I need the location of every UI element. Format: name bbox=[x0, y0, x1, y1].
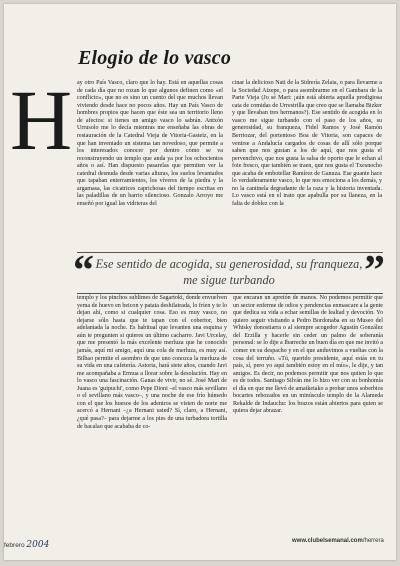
site-url[interactable]: www.clubelsemanal.com bbox=[292, 538, 363, 544]
article-column-1 bbox=[77, 80, 223, 254]
article-column-3 bbox=[77, 295, 227, 531]
paragraph: que encaran un apretón de manos. No podemos permitir que un sector enferme de odios y pendencias enmascare a la gente que dedica su vida a echar semillas de lealtad y devoción. Yo quiero seguir visitando a Pedro Bordonaba en su Museo del Whisky donostiarra o al siempre acogedor Agustín González del Erzilla y hacerle sin ceder un palmo de soberanía personal: se lo dije a Ibarreche un buen día en que me invitó a comer en su despacho y en el que anduvimos a vueltas con la cosa del terruño. «Tú, querido presidente, aquí estás en tu país, sí, pero yo aquí también estoy en el mío», le dije, y tan amigos. Es decir, no podemos permitir que nos quiten lo que es de todos. Santiago Silván me lo hizo ver con su bonhomía el día en que me llevó de amaiketako a probar unos soberbios bocartes rebozados en un minúsculo templo de la Alameda Rekalde de Indauchu: los brazos están abiertos para quien se quiera dejar abrazar. bbox=[233, 295, 383, 415]
open-quote-icon: “ bbox=[73, 248, 94, 294]
footer-url[interactable] bbox=[292, 538, 384, 544]
article-column-4 bbox=[233, 295, 383, 531]
handwritten-year: 2004 bbox=[26, 540, 50, 550]
paragraph: cinar la delicioso Nati de la Sidrería Zelaia, o para llevarme a la Sociedad Aizepe, o para asombrarme en el Gambara de la Parte Vieja (Jo sé Mari: ¡aún está abierta aquella prodigiosa cata de comidas de Urrestrilla que creo que se llamaba Bizker y que llevaban tres hermanos?). Ese sentido de acogida en lo vasco me sigue turbando con el paso de los años, su generosidad, su franqueza, Fidel Ramos y José Ramón Berriozar, del portentoso Boa de Vitoria, son capaces de venirse a Andalucía cargados de cosas de allí sólo porque saben que nos gustan a los de aquí, que nos gusta el pervenchivo, que nos gusta la salsa de oporto que le echan al foie fresco, que también se traen, que nos gusta el Txesnocho que acaba de embotellar Ramírez de Ganuza. Ese guante hace lo verdaderamente vasco, lo que nos emociona a los demás, y no la cantinela degradante de la raza y la historia inventada. Lo vasco está en el trato que apabulla por su llaneza, en la falta de doblez con la bbox=[232, 80, 382, 207]
article-title: Elogio de lo vasco bbox=[78, 47, 232, 69]
paragraph: templo y los pinchos sublimes de Sagartoki, donde envuelven yema de huevo en beicon y patata deshilatrada, lo fríen y te lo dejan ahí, como si cualquier cosa. Eso es muy vasco, no dejarse sólo hasta que te tapan con el cobertor, bien adelantada la noche. Es habitual que levanten una esquina y aún te pregunten si quieres un último cacharro. Javi Urcelay, que me presentó la más excelente merluza que he conocido jamás, aquí mi amigo, aquí una cola de merluza, es muy así. Bilbao permite el asombro de que uno conozca la merluza de su vida en una cafetería. Astoria, hará siete años, cuando Javi me acompañaba a Ermua a llorar sobre la desolación. Hay en lo vasco una fascinación. Ganas de vivir, no sé. José Mari de Juana es 'guipuchi', como Pepe Dioni –el vasco más sevillano o el sevillano más vasco–, y una noche de ese frío húmedo con el que los huesos de los adentros se visten de norte me acercó a Hernani –¿a Hernani usted? Sí, claro, a Hernani, ¿qué pasa?– para dejarme a los pies de una turbadora tortilla de bacalao que acababa de co- bbox=[77, 295, 227, 430]
pull-quote bbox=[73, 248, 385, 294]
printed-month: febrero bbox=[4, 542, 25, 549]
author-slug[interactable]: /herrera bbox=[362, 538, 384, 544]
drop-cap: H bbox=[10, 72, 73, 168]
article-column-2 bbox=[232, 80, 382, 254]
close-quote-icon: ” bbox=[364, 248, 385, 294]
footer-date bbox=[4, 540, 49, 550]
paragraph: ay otro País Vasco, claro que lo hay. Está en aquellas cosas de cada día que no rozan lo que algunos definen como «el conflicto», que no es sino un cuento del que muchos llevan viviendo desde hace no pocos años. Hay un País Vasco de hombres propios que hacen que éste sea un territorio lleno de afectos: si tienes un amigo vasco lo sabrán. Antxón Urrusolo me lo decía mientras me enseñaba las obras de restauración de la Catedral Vieja de Vitoria-Gasteiz, en la que han inventado un sistema tan novedoso, que permite a los interesados conocer por dentro cómo se va reconstruyendo un templo que anda ya por los ochocientos años o así. Han dispuesto pasarelas que permiten ver la catedral desnuda desde varias alturas, los suelos levantados que tapaban enterramientos, los víveres de la piedra y la argamasa, las cicatrices caprichosas del tiempo escritas en las paladillas de un barrio silencioso. Gonzalo Arroyo me enseñó por igual las vidrieras del bbox=[77, 80, 223, 207]
pull-quote-text: Ese sentido de acogida, su generosidad, su franqueza, me sigue turbando bbox=[95, 257, 363, 287]
